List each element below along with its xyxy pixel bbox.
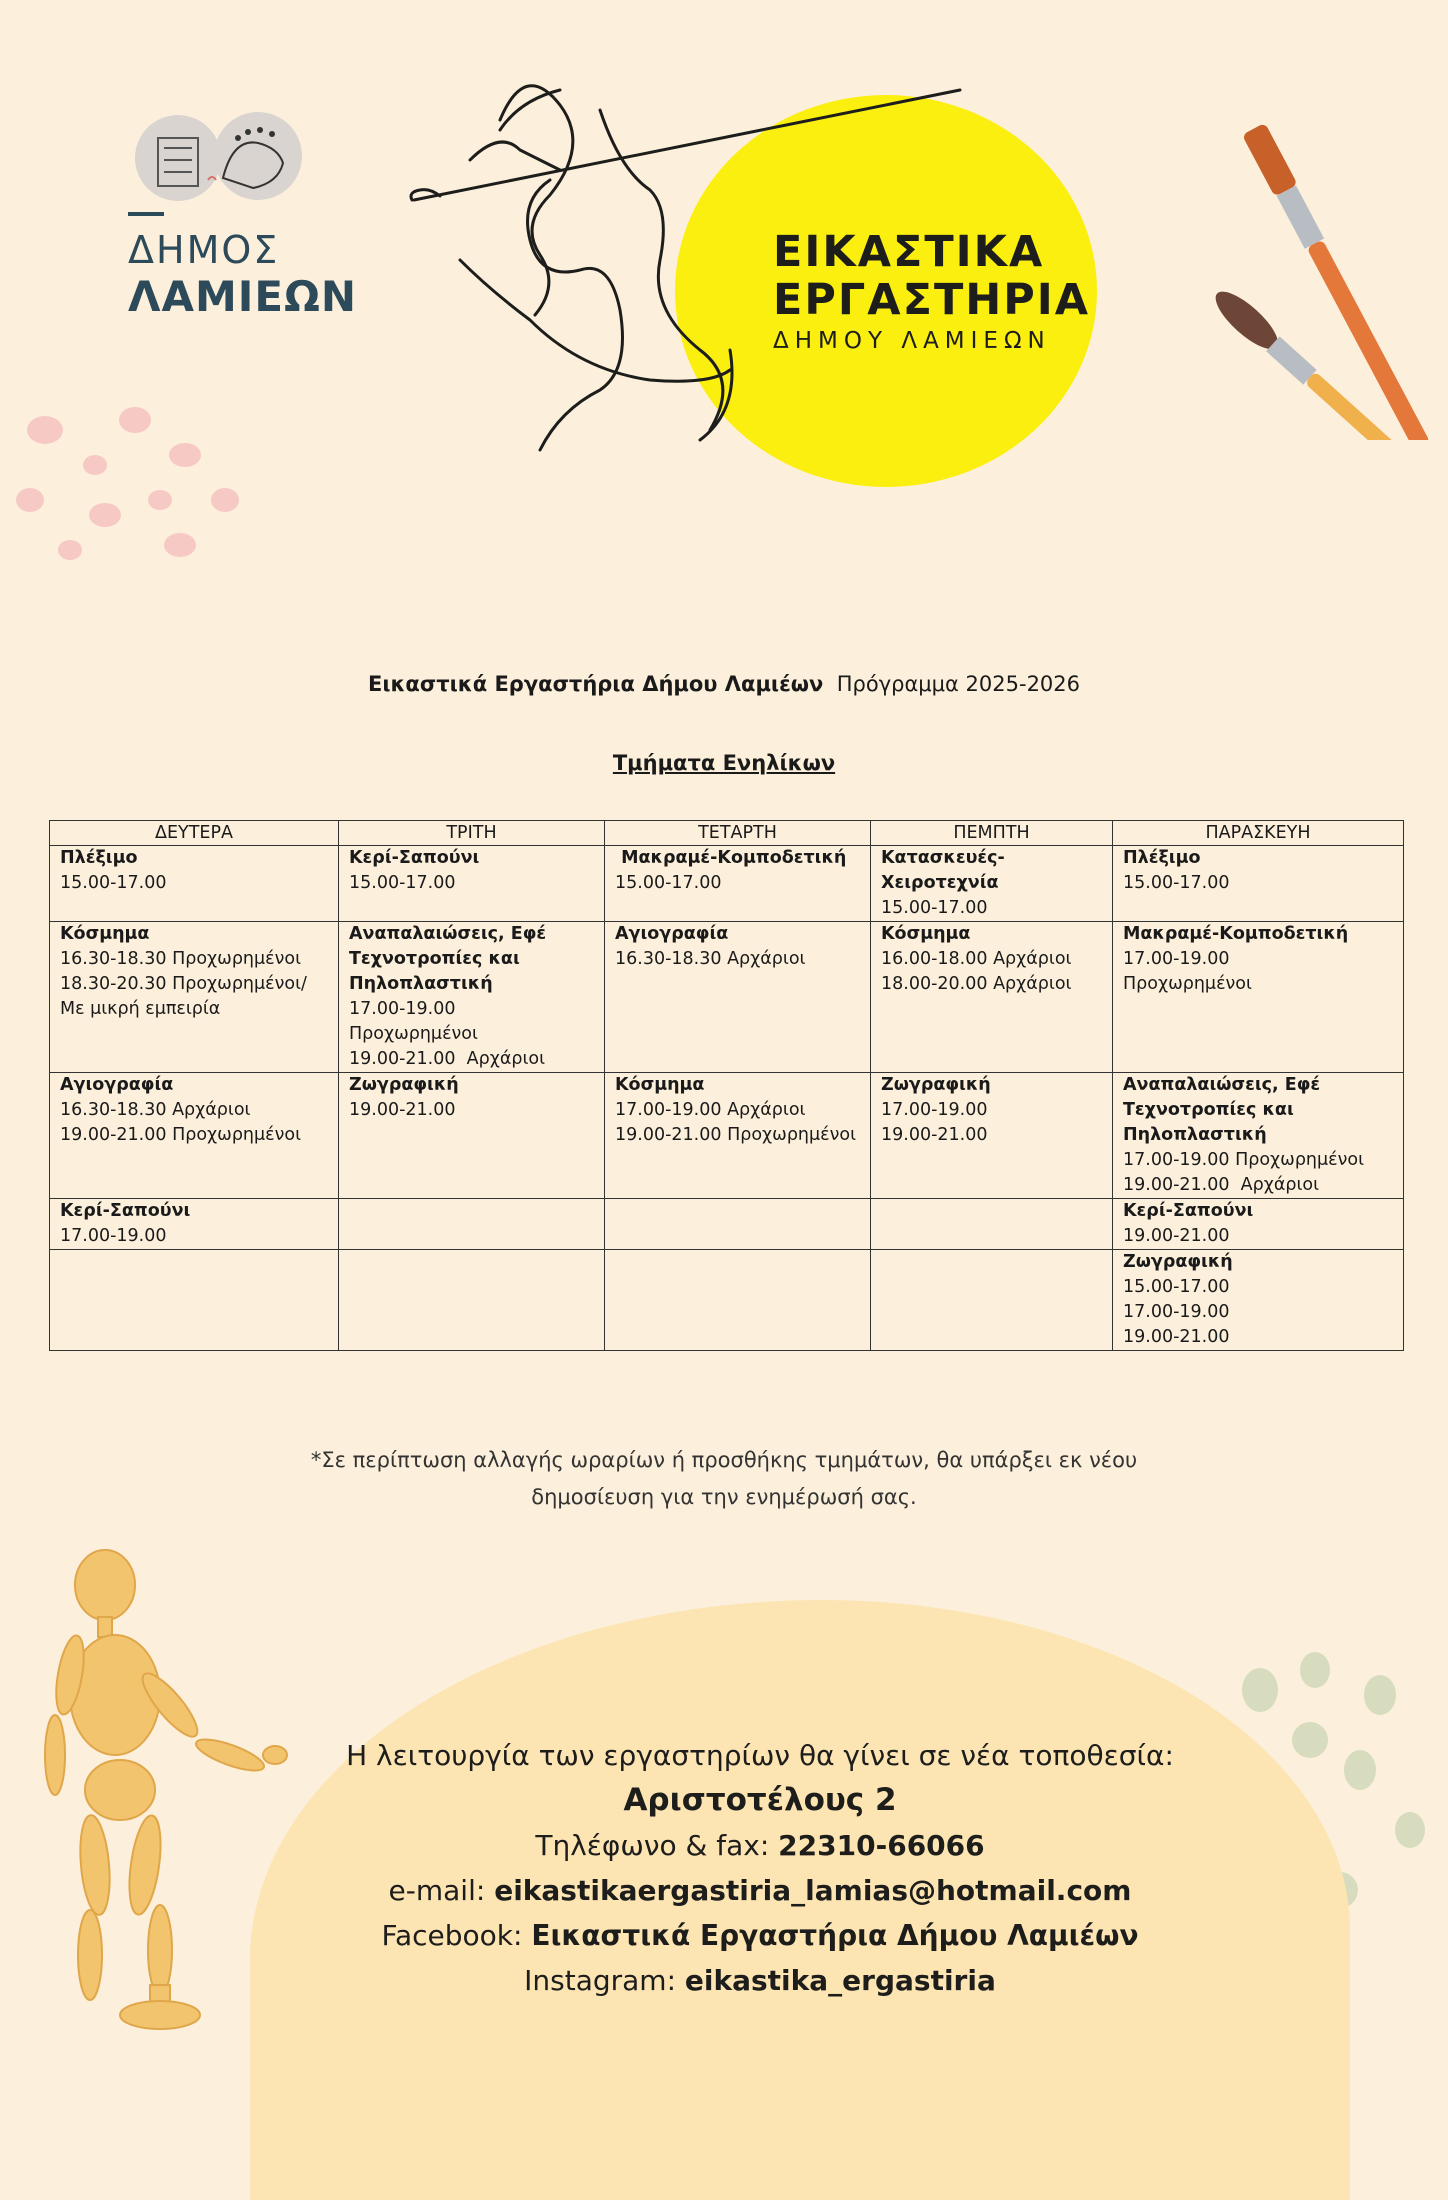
email-label: e-mail: — [388, 1874, 495, 1907]
schedule-cell — [339, 1250, 605, 1351]
header-day: ΤΡΙΤΗ — [339, 821, 605, 846]
section-title: Τμήματα Ενηλίκων — [612, 751, 836, 775]
course-name: Κόσμημα — [60, 924, 150, 944]
header-day: ΠΑΡΑΣΚΕΥΗ — [1113, 821, 1404, 846]
course-time: 19.00-21.00 Αρχάριοι — [349, 1049, 546, 1069]
note-line-1: *Σε περίπτωση αλλαγής ωραρίων ή προσθήκης τμημάτων, θα υπάρξει εκ νέου — [310, 1448, 1138, 1472]
hero-title-block — [773, 228, 1093, 354]
course-time: 16.30-18.30 Αρχάριοι — [615, 949, 806, 969]
table-row — [50, 846, 1404, 922]
course-time: 17.00-19.00 — [1123, 1302, 1230, 1322]
schedule-cell — [50, 1250, 339, 1351]
course-time: 19.00-21.00 — [1123, 1226, 1230, 1246]
instagram-label: Instagram: — [524, 1964, 685, 1997]
schedule-table — [49, 820, 1404, 1351]
course-name: Αναπαλαιώσεις, Εφέ Τεχνοτροπίες και Πηλοπλαστική — [349, 924, 547, 994]
course-time: 19.00-21.00 — [881, 1125, 988, 1145]
course-time: 15.00-17.00 — [349, 873, 456, 893]
course-time: 16.00-18.00 Αρχάριοι — [881, 949, 1072, 969]
schedule-cell — [871, 1250, 1113, 1351]
schedule-cell — [339, 846, 605, 922]
hero-subtitle: ΔΗΜΟΥ ΛΑΜΙΕΩΝ — [773, 328, 1051, 354]
course-name: Κόσμημα — [881, 924, 971, 944]
logo-line-2: ΛΑΜΙΕΩΝ — [128, 272, 357, 321]
schedule-cell — [871, 922, 1113, 1073]
instagram-account[interactable]: eikastika_ergastiria — [684, 1964, 996, 1997]
schedule-cell — [50, 922, 339, 1073]
decorative-dots-left-icon — [10, 400, 250, 580]
email-address[interactable]: eikastikaergastiria_lamias@hotmail.com — [494, 1874, 1132, 1907]
logo-line-1: ΔΗΜΟΣ — [128, 228, 280, 272]
course-name: Κερί-Σαπούνι — [60, 1201, 191, 1221]
course-name: Κερί-Σαπούνι — [1123, 1201, 1254, 1221]
footer-contact-info — [300, 1733, 1220, 2003]
schedule-cell — [1113, 1073, 1404, 1199]
course-time: 15.00-17.00 — [1123, 873, 1230, 893]
facebook-label: Facebook: — [381, 1919, 532, 1952]
course-time: 15.00-17.00 — [1123, 1277, 1230, 1297]
schedule-cell — [871, 1073, 1113, 1199]
header-day: ΠΕΜΠΤΗ — [871, 821, 1113, 846]
schedule-cell — [605, 1199, 871, 1250]
course-time: 15.00-17.00 — [615, 873, 722, 893]
course-name: Μακραμέ-Κομποδετική — [615, 848, 847, 868]
course-time: 17.00-19.00 Αρχάριοι — [615, 1100, 806, 1120]
course-name: Πλέξιμο — [1123, 848, 1201, 868]
document-title-rest: Πρόγραμμα 2025-2026 — [836, 672, 1081, 696]
footer-address: Αριστοτέλους 2 — [623, 1782, 897, 1818]
schedule-cell — [1113, 846, 1404, 922]
municipality-logo — [128, 108, 357, 321]
course-time: Προχωρημένοι — [1123, 974, 1252, 994]
schedule-cell — [605, 1073, 871, 1199]
schedule-change-note — [0, 1442, 1448, 1516]
document-title — [0, 672, 1448, 696]
header-day: ΔΕΥΤΕΡΑ — [50, 821, 339, 846]
course-time: 17.00-19.00 — [881, 1100, 988, 1120]
schedule-cell — [50, 846, 339, 922]
document-title-bold: Εικαστικά Εργαστήρια Δήμου Λαμιέων — [367, 672, 824, 696]
schedule-cell — [871, 846, 1113, 922]
table-row — [50, 1073, 1404, 1199]
course-name: Ζωγραφική — [349, 1075, 459, 1095]
course-time: 17.00-19.00 Προχωρημένοι — [349, 999, 478, 1044]
wooden-mannequin-icon — [30, 1545, 290, 2035]
table-row — [50, 1250, 1404, 1351]
course-time: 19.00-21.00 Αρχάριοι — [1123, 1175, 1320, 1195]
course-name: Μακραμέ-Κομποδετική — [1123, 924, 1349, 944]
schedule-cell — [50, 1073, 339, 1199]
schedule-cell — [1113, 1199, 1404, 1250]
course-name: Κατασκευές-Χειροτεχνία — [881, 848, 1005, 893]
course-name: Ζωγραφική — [881, 1075, 991, 1095]
phone-number[interactable]: 22310-66066 — [778, 1829, 985, 1862]
course-time: 18.30-20.30 Προχωρημένοι/Με μικρή εμπειρία — [60, 974, 307, 1019]
course-time: 17.00-19.00 — [1123, 949, 1230, 969]
course-name: Ζωγραφική — [1123, 1252, 1233, 1272]
course-time: 18.00-20.00 Αρχάριοι — [881, 974, 1072, 994]
header-day: ΤΕΤΑΡΤΗ — [605, 821, 871, 846]
course-name: Κερί-Σαπούνι — [349, 848, 480, 868]
schedule-cell — [871, 1199, 1113, 1250]
table-header-row — [50, 821, 1404, 846]
course-time: 15.00-17.00 — [60, 873, 167, 893]
schedule-cell — [1113, 922, 1404, 1073]
facebook-page[interactable]: Εικαστικά Εργαστήρια Δήμου Λαμιέων — [531, 1919, 1139, 1952]
course-name: Αγιογραφία — [615, 924, 729, 944]
course-time: 19.00-21.00 Προχωρημένοι — [60, 1125, 302, 1145]
hero-title-line-1: ΕΙΚΑΣΤΙΚΑ — [773, 227, 1045, 277]
course-time: 17.00-19.00 — [60, 1226, 167, 1246]
footer-phone-row — [300, 1823, 1220, 1868]
course-time: 19.00-21.00 Προχωρημένοι — [615, 1125, 857, 1145]
course-name: Αναπαλαιώσεις, Εφέ Τεχνοτροπίες και Πηλοπλαστική — [1123, 1075, 1321, 1145]
course-time: 17.00-19.00 Προχωρημένοι — [1123, 1150, 1365, 1170]
footer-email-row — [300, 1868, 1220, 1913]
course-time: 16.30-18.30 Προχωρημένοι — [60, 949, 302, 969]
course-time: 16.30-18.30 Αρχάριοι — [60, 1100, 251, 1120]
phone-label: Τηλέφωνο & fax: — [535, 1829, 779, 1862]
footer-intro: Η λειτουργία των εργαστηρίων θα γίνει σε νέα τοποθεσία: — [346, 1739, 1174, 1772]
note-line-2: δημοσίευση για την ενημέρωσή σας. — [531, 1485, 917, 1509]
course-name: Αγιογραφία — [60, 1075, 174, 1095]
course-name: Πλέξιμο — [60, 848, 138, 868]
course-time: 19.00-21.00 — [1123, 1327, 1230, 1347]
schedule-cell — [605, 1250, 871, 1351]
schedule-cell — [339, 922, 605, 1073]
course-time: 15.00-17.00 — [881, 898, 988, 918]
schedule-cell — [339, 1073, 605, 1199]
table-row — [50, 1199, 1404, 1250]
schedule-cell — [50, 1199, 339, 1250]
footer-instagram-row — [300, 1958, 1220, 2003]
logo-divider — [128, 212, 164, 216]
schedule-cell — [1113, 1250, 1404, 1351]
municipality-seal-icon — [128, 108, 328, 208]
schedule-cell — [605, 846, 871, 922]
paintbrushes-icon — [1200, 100, 1448, 440]
schedule-cell — [605, 922, 871, 1073]
footer-facebook-row — [300, 1913, 1220, 1958]
table-row — [50, 922, 1404, 1073]
hero-title-line-2: ΕΡΓΑΣΤΗΡΙΑ — [773, 275, 1091, 325]
course-time: 19.00-21.00 — [349, 1100, 456, 1120]
schedule-cell — [339, 1199, 605, 1250]
course-name: Κόσμημα — [615, 1075, 705, 1095]
